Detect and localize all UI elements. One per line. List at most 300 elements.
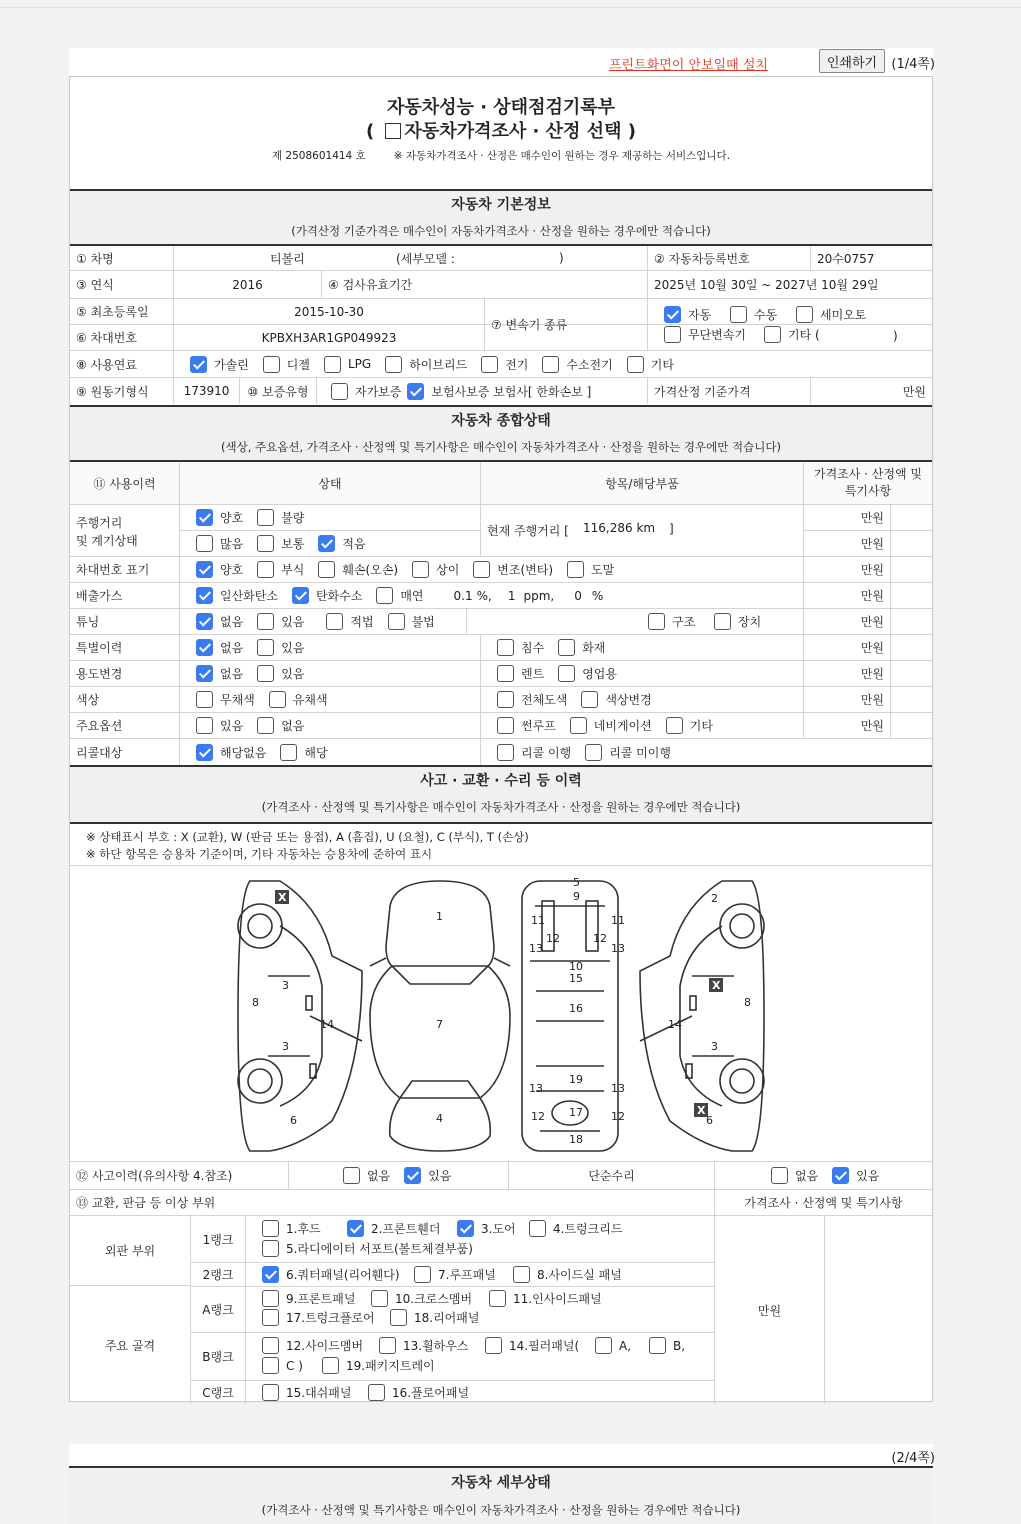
accident-yes[interactable]: [404, 1167, 451, 1184]
vin-plate-label: 차대번호 표기: [76, 563, 150, 577]
fuel-hydrogen[interactable]: [542, 356, 612, 373]
color-achromatic-checkbox[interactable]: [196, 691, 213, 708]
emission-smoke-label: 매연: [400, 589, 424, 603]
options-no[interactable]: [257, 717, 304, 734]
price-select-checkbox[interactable]: [385, 123, 401, 139]
special-flood[interactable]: [497, 639, 544, 656]
color-achromatic[interactable]: [196, 691, 255, 708]
usage-business-checkbox[interactable]: [558, 665, 575, 682]
vin-painted-checkbox[interactable]: [567, 561, 584, 578]
doc-number: 제 2508601414 호: [271, 150, 366, 162]
special-fire-checkbox[interactable]: [558, 639, 575, 656]
page-number: (1/4쪽): [891, 57, 935, 72]
recall-yes-label: 해당: [304, 745, 328, 760]
trans-cvt[interactable]: [664, 326, 746, 343]
recall-not-checkbox[interactable]: [585, 744, 602, 761]
paren-close: ): [627, 121, 636, 142]
trans-semi-checkbox[interactable]: [796, 306, 813, 323]
rank1-label: 1랭크: [190, 1216, 245, 1262]
warranty-self[interactable]: [331, 383, 401, 400]
tuning-exists-label: 있음: [281, 615, 305, 629]
part-side-sill[interactable]: [513, 1266, 622, 1283]
vin-altered-label: 변조(변타): [497, 563, 554, 577]
status-legend: [70, 822, 932, 865]
mileage-note: [890, 530, 932, 556]
part-pillar-c[interactable]: [262, 1357, 303, 1374]
fuel-diesel-checkbox[interactable]: [263, 356, 280, 373]
part-pillar-panel-checkbox[interactable]: [485, 1337, 502, 1354]
part-wheel-house[interactable]: [379, 1337, 468, 1354]
gauge-good-checkbox[interactable]: [196, 509, 213, 526]
usage-exists-label: 있음: [281, 667, 305, 681]
part-roof-panel[interactable]: [414, 1266, 496, 1283]
special-fire-label: 화재: [582, 641, 606, 655]
part-front-fender-checkbox[interactable]: [347, 1220, 364, 1237]
color-label: 색상: [76, 693, 100, 707]
current-mileage-value: 116,286 km: [583, 521, 656, 535]
part-side-member[interactable]: [262, 1337, 363, 1354]
fuel-options: [173, 351, 932, 377]
label-6b: 6: [706, 1114, 713, 1127]
special-none-checkbox[interactable]: [196, 639, 213, 656]
usage-label: 용도변경: [76, 667, 123, 681]
color-chromatic[interactable]: [269, 691, 328, 708]
options-yes[interactable]: [196, 717, 243, 734]
usage-note: [890, 661, 932, 686]
tuning-note: [890, 609, 932, 634]
emission-price: 만원: [803, 583, 890, 608]
trans-auto[interactable]: [664, 306, 711, 323]
emission-co[interactable]: [196, 587, 278, 604]
mileage-normal[interactable]: [257, 535, 304, 552]
tuning-options: [179, 609, 803, 634]
col-status: 상태: [179, 462, 480, 504]
fuel-hybrid-label: 하이브리드: [409, 357, 468, 372]
color-options: [179, 687, 480, 712]
mark-x-1: X: [278, 891, 287, 904]
emission-hc-checkbox[interactable]: [292, 587, 309, 604]
part-pillar-a-label: A,: [619, 1338, 632, 1353]
detail-title: 자동차 세부상태: [451, 1475, 551, 1491]
options-choice: [179, 713, 480, 738]
repair-none-checkbox[interactable]: [771, 1167, 788, 1184]
tuning-legal-checkbox[interactable]: [326, 613, 343, 630]
vin-differ-checkbox[interactable]: [412, 561, 429, 578]
option-sunroof[interactable]: [497, 717, 556, 734]
row-recall: [70, 738, 932, 765]
color-change[interactable]: [581, 691, 651, 708]
color-price: 만원: [803, 687, 890, 712]
legend-line2: ※ 하단 항목은 승용차 기준이며, 기타 자동차는 승용차에 준하여 표시: [86, 847, 433, 861]
vin-rust[interactable]: [257, 561, 304, 578]
special-exists[interactable]: [257, 639, 304, 656]
part-quarter-panel-label: 6.쿼터패널(리어휀다): [286, 1268, 400, 1282]
inspection-form: [69, 76, 933, 1402]
accident-none-checkbox[interactable]: [343, 1167, 360, 1184]
mark-x-3: X: [697, 1104, 706, 1117]
usage-price: 만원: [803, 661, 890, 686]
engine-value: 173910: [173, 378, 239, 404]
usage-rent[interactable]: [497, 665, 544, 682]
repair-yes-checkbox[interactable]: [832, 1167, 849, 1184]
outer-panel-label: 외판 부위: [70, 1216, 190, 1286]
special-label: 특별이력: [76, 641, 123, 655]
part-pillar-b[interactable]: [649, 1337, 685, 1354]
fuel-diesel[interactable]: [263, 356, 310, 373]
trans-etc-close: ): [893, 329, 898, 343]
tuning-label: 튜닝: [76, 615, 100, 629]
warranty-label: ⑩ 보증유형: [239, 378, 316, 404]
part-inside-panel[interactable]: [489, 1290, 602, 1307]
vin-good-checkbox[interactable]: [196, 561, 213, 578]
usage-business[interactable]: [558, 665, 617, 682]
first-reg-value: 2015-10-30: [173, 299, 484, 324]
label-3a: 3: [282, 979, 289, 992]
part-pillar-panel[interactable]: [485, 1337, 579, 1354]
gauge-good[interactable]: [196, 509, 243, 526]
label-15: 15: [569, 972, 583, 985]
year-label: ③ 연식: [76, 278, 114, 292]
tuning-none-checkbox[interactable]: [196, 613, 213, 630]
part-hood[interactable]: [262, 1220, 321, 1237]
tuning-structure[interactable]: [648, 613, 695, 630]
part-hood-label: 1.후드: [286, 1222, 321, 1236]
tuning-none[interactable]: [196, 613, 243, 630]
accident-note: (가격조사 · 산정액 및 특기사항은 매수인이 자동차가격조사 · 산정을 원하는 경우에만 적습니다): [261, 800, 741, 814]
color-chromatic-checkbox[interactable]: [269, 691, 286, 708]
part-pillar-c-checkbox[interactable]: [262, 1357, 279, 1374]
row-tuning: [70, 608, 932, 634]
accident-none[interactable]: [343, 1167, 390, 1184]
basic-info-header: [70, 189, 932, 244]
special-options: [179, 635, 480, 660]
page-2-number: (2/4쪽): [891, 1451, 935, 1466]
trans-manual-checkbox[interactable]: [730, 306, 747, 323]
vin-altered-checkbox[interactable]: [473, 561, 490, 578]
recall-not[interactable]: [585, 744, 671, 761]
option-navi-checkbox[interactable]: [570, 717, 587, 734]
vin-rust-label: 부식: [281, 563, 305, 577]
part-rear-panel[interactable]: [390, 1309, 479, 1326]
mileage-few-checkbox[interactable]: [318, 535, 335, 552]
vin-painted-label: 도말: [591, 563, 615, 577]
rank2-label: 2랭크: [190, 1262, 245, 1286]
part-inside-panel-checkbox[interactable]: [489, 1290, 506, 1307]
part-trunk-floor-checkbox[interactable]: [262, 1309, 279, 1326]
trans-etc-label: 기타 (: [788, 328, 820, 342]
warranty-insurance-checkbox[interactable]: [407, 383, 424, 400]
fuel-hydrogen-checkbox[interactable]: [542, 356, 559, 373]
part-pillar-a-checkbox[interactable]: [595, 1337, 612, 1354]
emission-smoke[interactable]: [376, 587, 423, 604]
overall-note: (색상, 주요옵션, 가격조사 · 산정액 및 특기사항은 매수인이 자동차가격조사 · 산정을 원하는 경우에만 적습니다): [221, 440, 781, 454]
part-cross-member-checkbox[interactable]: [371, 1290, 388, 1307]
rankA-parts: [245, 1286, 714, 1332]
part-wheel-house-checkbox[interactable]: [379, 1337, 396, 1354]
fuel-etc-checkbox[interactable]: [627, 356, 644, 373]
vin-damage-checkbox[interactable]: [318, 561, 335, 578]
warranty-self-label: 자가보증: [355, 384, 402, 399]
part-hood-checkbox[interactable]: [262, 1220, 279, 1237]
part-radiator-support-checkbox[interactable]: [262, 1240, 279, 1257]
label-10: 10: [569, 960, 583, 973]
tuning-structure-label: 구조: [672, 615, 696, 629]
options-yes-checkbox[interactable]: [196, 717, 213, 734]
fuel-label: ⑧ 사용연료: [76, 357, 137, 372]
part-trunk-lid-checkbox[interactable]: [529, 1220, 546, 1237]
part-radiator-support-label: 5.라디에이터 서포트(볼트체결부품): [286, 1242, 473, 1256]
parts-price-unit: 만원: [714, 1216, 824, 1404]
paren-open: (: [366, 121, 375, 142]
trans-auto-label: 자동: [688, 308, 712, 322]
color-full-paint[interactable]: [497, 691, 567, 708]
trans-cvt-checkbox[interactable]: [664, 326, 681, 343]
usage-none[interactable]: [196, 665, 243, 682]
usage-none-checkbox[interactable]: [196, 665, 213, 682]
warranty-insurance-label: 보험사보증 보험사[ 한화손보 ]: [431, 384, 592, 399]
fuel-gasoline-checkbox[interactable]: [190, 356, 207, 373]
mileage-normal-checkbox[interactable]: [257, 535, 274, 552]
part-floor-panel[interactable]: [368, 1384, 469, 1401]
fuel-hybrid-checkbox[interactable]: [385, 356, 402, 373]
vin-rust-checkbox[interactable]: [257, 561, 274, 578]
fuel-etc[interactable]: [627, 356, 674, 373]
options-price: 만원: [803, 713, 890, 738]
label-14b: 14: [668, 1018, 682, 1031]
col-price-line1: 가격조사 · 산정액 및: [814, 467, 922, 481]
usage-rent-checkbox[interactable]: [497, 665, 514, 682]
recall-yes[interactable]: [280, 744, 327, 761]
mileage-many-checkbox[interactable]: [196, 535, 213, 552]
tuning-exists-checkbox[interactable]: [257, 613, 274, 630]
part-wheel-house-label: 13.휠하우스: [403, 1339, 469, 1353]
part-trunk-floor-label: 17.트렁크플로어: [286, 1311, 375, 1325]
usage-items: [480, 661, 803, 686]
part-package-tray[interactable]: [322, 1357, 435, 1374]
label-13b: 13: [611, 942, 625, 955]
recall-not-label: 리콜 미이행: [609, 745, 671, 760]
co-unit: %,: [476, 588, 492, 603]
recall-na-checkbox[interactable]: [196, 744, 213, 761]
mileage-label: [70, 504, 179, 556]
car-name-cell: [173, 246, 647, 270]
part-radiator-support[interactable]: [262, 1240, 473, 1257]
part-pillar-a[interactable]: [595, 1337, 631, 1354]
emission-hc[interactable]: [292, 587, 362, 604]
special-exists-checkbox[interactable]: [257, 639, 274, 656]
usage-exists[interactable]: [257, 665, 304, 682]
part-front-panel-label: 9.프론트패널: [286, 1292, 356, 1306]
special-flood-checkbox[interactable]: [497, 639, 514, 656]
label-14a: 14: [320, 1018, 334, 1031]
part-quarter-panel-checkbox[interactable]: [262, 1266, 279, 1283]
part-quarter-panel[interactable]: [262, 1266, 400, 1283]
part-trunk-floor[interactable]: [262, 1309, 375, 1326]
emission-co-checkbox[interactable]: [196, 587, 213, 604]
label-17: 17: [569, 1106, 583, 1119]
rankB-label: B랭크: [190, 1332, 245, 1380]
part-front-fender[interactable]: [347, 1220, 440, 1237]
part-trunk-lid[interactable]: [529, 1220, 622, 1237]
label-3b: 3: [282, 1040, 289, 1053]
first-reg-label: ⑤ 최초등록일: [76, 305, 149, 319]
vin-damage[interactable]: [318, 561, 398, 578]
reg-number-value: 20수0757: [810, 246, 932, 270]
option-etc[interactable]: [666, 717, 713, 734]
special-fire[interactable]: [558, 639, 605, 656]
part-dash-panel[interactable]: [262, 1384, 351, 1401]
option-navi-label: 네비게이션: [593, 719, 652, 733]
part-rear-panel-checkbox[interactable]: [390, 1309, 407, 1326]
recall-yes-checkbox[interactable]: [280, 744, 297, 761]
color-full-paint-checkbox[interactable]: [497, 691, 514, 708]
fuel-lpg[interactable]: [324, 356, 371, 373]
car-name-label: ① 차명: [76, 251, 114, 266]
recall-done-checkbox[interactable]: [497, 744, 514, 761]
recall-done[interactable]: [497, 744, 571, 761]
fuel-electric-checkbox[interactable]: [481, 356, 498, 373]
form-subtitle: [70, 117, 932, 143]
trans-etc[interactable]: [764, 326, 820, 343]
option-sunroof-checkbox[interactable]: [497, 717, 514, 734]
form-title: 자동차성능 · 상태점검기록부: [386, 97, 616, 118]
special-none[interactable]: [196, 639, 243, 656]
co-value: 0.1: [453, 588, 473, 603]
part-front-panel[interactable]: [262, 1290, 355, 1307]
mileage-normal-label: 보통: [281, 537, 305, 551]
row-emission: [70, 582, 932, 608]
gauge-note: [890, 504, 932, 530]
part-floor-panel-checkbox[interactable]: [368, 1384, 385, 1401]
part-pillar-b-label: B,: [673, 1338, 686, 1353]
repair-none[interactable]: [771, 1167, 818, 1184]
part-side-member-checkbox[interactable]: [262, 1337, 279, 1354]
part-dash-panel-checkbox[interactable]: [262, 1384, 279, 1401]
vin-painted[interactable]: [567, 561, 614, 578]
trans-manual[interactable]: [730, 306, 777, 323]
part-pillar-panel-label: 14.필러패널(: [509, 1339, 580, 1353]
gauge-bad-checkbox[interactable]: [257, 509, 274, 526]
transmission-label: ⑦ 변속기 종류: [484, 298, 647, 350]
tuning-device[interactable]: [714, 613, 761, 630]
option-etc-checkbox[interactable]: [666, 717, 683, 734]
base-price-unit: 만원: [810, 378, 932, 404]
engine-label: ⑨ 원동기형식: [76, 384, 149, 399]
options-items: [480, 713, 803, 738]
inspect-period-value: 2025년 10월 30일 ~ 2027년 10월 29일: [647, 271, 932, 298]
trans-semi[interactable]: [796, 306, 866, 323]
vin-plate-options: [179, 557, 803, 582]
options-label: 주요옵션: [76, 719, 123, 733]
mileage-few[interactable]: [318, 535, 365, 552]
special-exists-label: 있음: [281, 641, 305, 655]
fuel-lpg-label: LPG: [347, 357, 372, 371]
legend-line1: ※ 상태표시 부호 : X (교환), W (판금 또는 용접), A (흠집), U (요철), C (부식), T (손상): [86, 830, 529, 844]
rankB-parts: [245, 1332, 714, 1380]
col-item: 항목/해당부품: [480, 462, 803, 504]
trans-etc-checkbox[interactable]: [764, 326, 781, 343]
part-door-checkbox[interactable]: [457, 1220, 474, 1237]
vin-differ[interactable]: [412, 561, 459, 578]
label-11a: 11: [531, 914, 545, 927]
fuel-diesel-label: 디젤: [286, 357, 310, 372]
fuel-hydrogen-label: 수소전기: [566, 357, 613, 372]
part-cross-member[interactable]: [371, 1290, 472, 1307]
part-pillar-b-checkbox[interactable]: [649, 1337, 666, 1354]
recall-na[interactable]: [196, 744, 266, 761]
usage-exists-checkbox[interactable]: [257, 665, 274, 682]
tuning-none-label: 없음: [220, 615, 244, 629]
print-button[interactable]: 인쇄하기: [819, 49, 885, 73]
warranty-insurance[interactable]: [407, 383, 591, 400]
tuning-legal[interactable]: [326, 613, 373, 630]
basic-info-note: (가격산정 기준가격은 매수인이 자동차가격조사 · 산정을 원하는 경우에만 적습니다): [291, 224, 711, 238]
part-door-label: 3.도어: [481, 1222, 516, 1236]
option-navi[interactable]: [570, 717, 652, 734]
mileage-many-label: 많음: [220, 537, 244, 551]
page-2: [69, 1444, 933, 1524]
tuning-illegal[interactable]: [388, 613, 435, 630]
color-items: [480, 687, 803, 712]
main-frame-label: 주요 골격: [104, 1338, 156, 1353]
label-12c: 12: [531, 1110, 545, 1123]
fuel-lpg-checkbox[interactable]: [324, 356, 341, 373]
left-side-view: [238, 881, 362, 1151]
label-12b: 12: [593, 932, 607, 945]
accident-yes-checkbox[interactable]: [404, 1167, 421, 1184]
repair-yes[interactable]: [832, 1167, 879, 1184]
label-8a: 8: [252, 996, 259, 1009]
part-front-panel-checkbox[interactable]: [262, 1290, 279, 1307]
year-value: 2016: [173, 271, 321, 298]
overall-header: [70, 405, 932, 460]
options-no-checkbox[interactable]: [257, 717, 274, 734]
emission-smoke-checkbox[interactable]: [376, 587, 393, 604]
rankC-label: C랭크: [190, 1380, 245, 1404]
vin-good[interactable]: [196, 561, 243, 578]
tuning-structure-checkbox[interactable]: [648, 613, 665, 630]
emission-options: [179, 583, 803, 608]
fuel-hybrid[interactable]: [385, 356, 467, 373]
recall-options: [179, 739, 480, 765]
hc-value: 1: [507, 588, 516, 603]
trans-auto-checkbox[interactable]: [664, 306, 681, 323]
part-door[interactable]: [457, 1220, 516, 1237]
print-install-link[interactable]: 프린트화면이 안보일때 설치: [609, 58, 768, 73]
mileage-price: 만원: [803, 530, 890, 556]
recall-na-label: 해당없음: [220, 745, 267, 760]
warranty-self-checkbox[interactable]: [331, 383, 348, 400]
vin-plate-price: 만원: [803, 557, 890, 582]
mileage-many[interactable]: [196, 535, 243, 552]
fuel-gasoline[interactable]: [190, 356, 249, 373]
car-diagram-svg: [70, 866, 932, 1162]
gauge-bad[interactable]: [257, 509, 304, 526]
label-13a: 13: [529, 942, 543, 955]
tuning-illegal-checkbox[interactable]: [388, 613, 405, 630]
vin-altered[interactable]: [473, 561, 553, 578]
fuel-electric[interactable]: [481, 356, 528, 373]
trans-semi-label: 세미오토: [820, 308, 867, 322]
color-change-checkbox[interactable]: [581, 691, 598, 708]
part-side-sill-checkbox[interactable]: [513, 1266, 530, 1283]
row-car-name: [70, 244, 932, 270]
price-select-label: 자동차가격조사 · 산정 선택: [404, 121, 622, 142]
tuning-exists[interactable]: [257, 613, 304, 630]
part-roof-panel-checkbox[interactable]: [414, 1266, 431, 1283]
tuning-device-checkbox[interactable]: [714, 613, 731, 630]
part-package-tray-checkbox[interactable]: [322, 1357, 339, 1374]
